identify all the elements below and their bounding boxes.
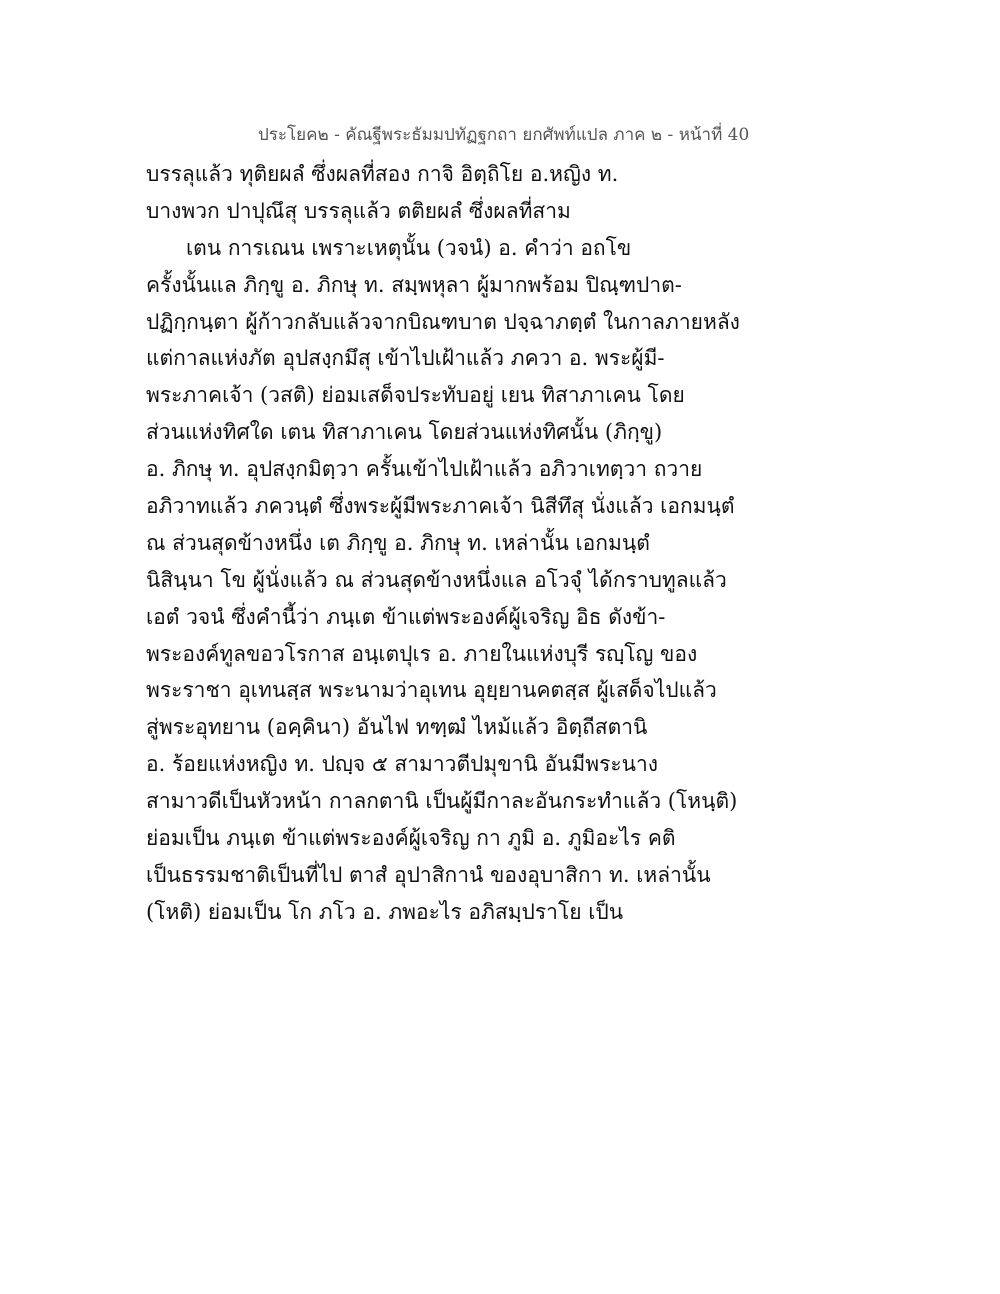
- text-line: สู่พระอุทยาน (อคฺคินา) อันไฟ ทฑฺฒํ ไหม้แล้ว อิตฺถีสตานิ: [146, 715, 648, 740]
- text-line: อภิวาทแล้ว ภควนฺตํ ซึ่งพระผู้มีพระภาคเจ้า นิสีทึสุ นั่งแล้ว เอกมนฺตํ: [146, 494, 735, 519]
- text-line: พระภาคเจ้า (วสติ) ย่อมเสด็จประทับอยู่ เยน ทิสาภาเคน โดย: [146, 383, 685, 408]
- text-line: เป็นธรรมชาติเป็นที่ไป ตาสํ อุปาสิกานํ ของอุบาสิกา ท. เหล่านั้น: [146, 862, 711, 887]
- text-line: ส่วนแห่งทิศใด เตน ทิสาภาเคน โดยส่วนแห่งทิศนั้น (ภิกฺขู): [146, 420, 663, 445]
- running-header: ประโยค๒ - คัณฐีพระธัมมปทัฏฐกถา ยกศัพท์แปล ภาค ๒ - หน้าที่ 40: [258, 125, 750, 145]
- text-line: เอตํ วจนํ ซึ่งคำนี้ว่า ภนฺเต ข้าแต่พระองค์ผู้เจริญ อิธ ดังข้า-: [146, 604, 666, 629]
- text-line: ครั้งนั้นแล ภิกฺขู อ. ภิกษุ ท. สมฺพหุลา ผู้มากพร้อม ปิณฺฑปาต-: [146, 272, 682, 297]
- text-line: นิสินฺนา โข ผู้นั่งแล้ว ณ ส่วนสุดข้างหนึ่งแล อโวจุํ ได้กราบทูลแล้ว: [146, 567, 727, 592]
- text-line: (โหติ) ย่อมเป็น โก ภโว อ. ภพอะไร อภิสมฺปราโย เป็น: [146, 899, 624, 924]
- text-line: อ. ร้อยแห่งหญิง ท. ปญฺจ ๕ สามาวตีปมุขานิ อันมีพระนาง: [146, 752, 659, 777]
- text-line: ย่อมเป็น ภนฺเต ข้าแต่พระองค์ผู้เจริญ กา ภูมิ อ. ภูมิอะไร คติ: [146, 826, 676, 851]
- text-line: พระราชา อุเทนสฺส พระนามว่าอุเทน อุยฺยานคตสฺส ผู้เสด็จไปแล้ว: [146, 678, 717, 703]
- text-line: บางพวก ปาปุณึสุ บรรลุแล้ว ตติยผลํ ซึ่งผลที่สาม: [146, 198, 571, 223]
- body-text: [146, 156, 740, 931]
- text-line: เตน การเณน เพราะเหตุนั้น (วจนํ) อ. คำว่า อถโข: [186, 235, 632, 260]
- text-line: สามาวดีเป็นหัวหน้า กาลกตานิ เป็นผู้มีกาละอันกระทำแล้ว (โหนฺติ): [146, 789, 738, 814]
- text-line: ณ ส่วนสุดข้างหนึ่ง เต ภิกฺขู อ. ภิกษุ ท. เหล่านั้น เอกมนฺตํ: [146, 530, 650, 555]
- text-line: แต่กาลแห่งภัต อุปสงฺกมึสุ เข้าไปเฝ้าแล้ว ภควา อ. พระผู้มี-: [146, 346, 665, 371]
- text-line: ปฏิกฺกนฺตา ผู้ก้าวกลับแล้วจากบิณฑบาต ปจฺฉาภตฺตํ ในกาลภายหลัง: [146, 309, 740, 334]
- text-line: บรรลุแล้ว ทุติยผลํ ซึ่งผลที่สอง กาจิ อิตฺถิโย อ.หญิง ท.: [146, 162, 619, 186]
- text-line: พระองค์ทูลขอวโรกาส อนฺเตปุเร อ. ภายในแห่งบุรี รญฺโญ ของ: [146, 641, 698, 666]
- text-line: อ. ภิกษุ ท. อุปสงฺกมิตฺวา ครั้นเข้าไปเฝ้าแล้ว อภิวาเทตฺวา ถวาย: [146, 457, 703, 482]
